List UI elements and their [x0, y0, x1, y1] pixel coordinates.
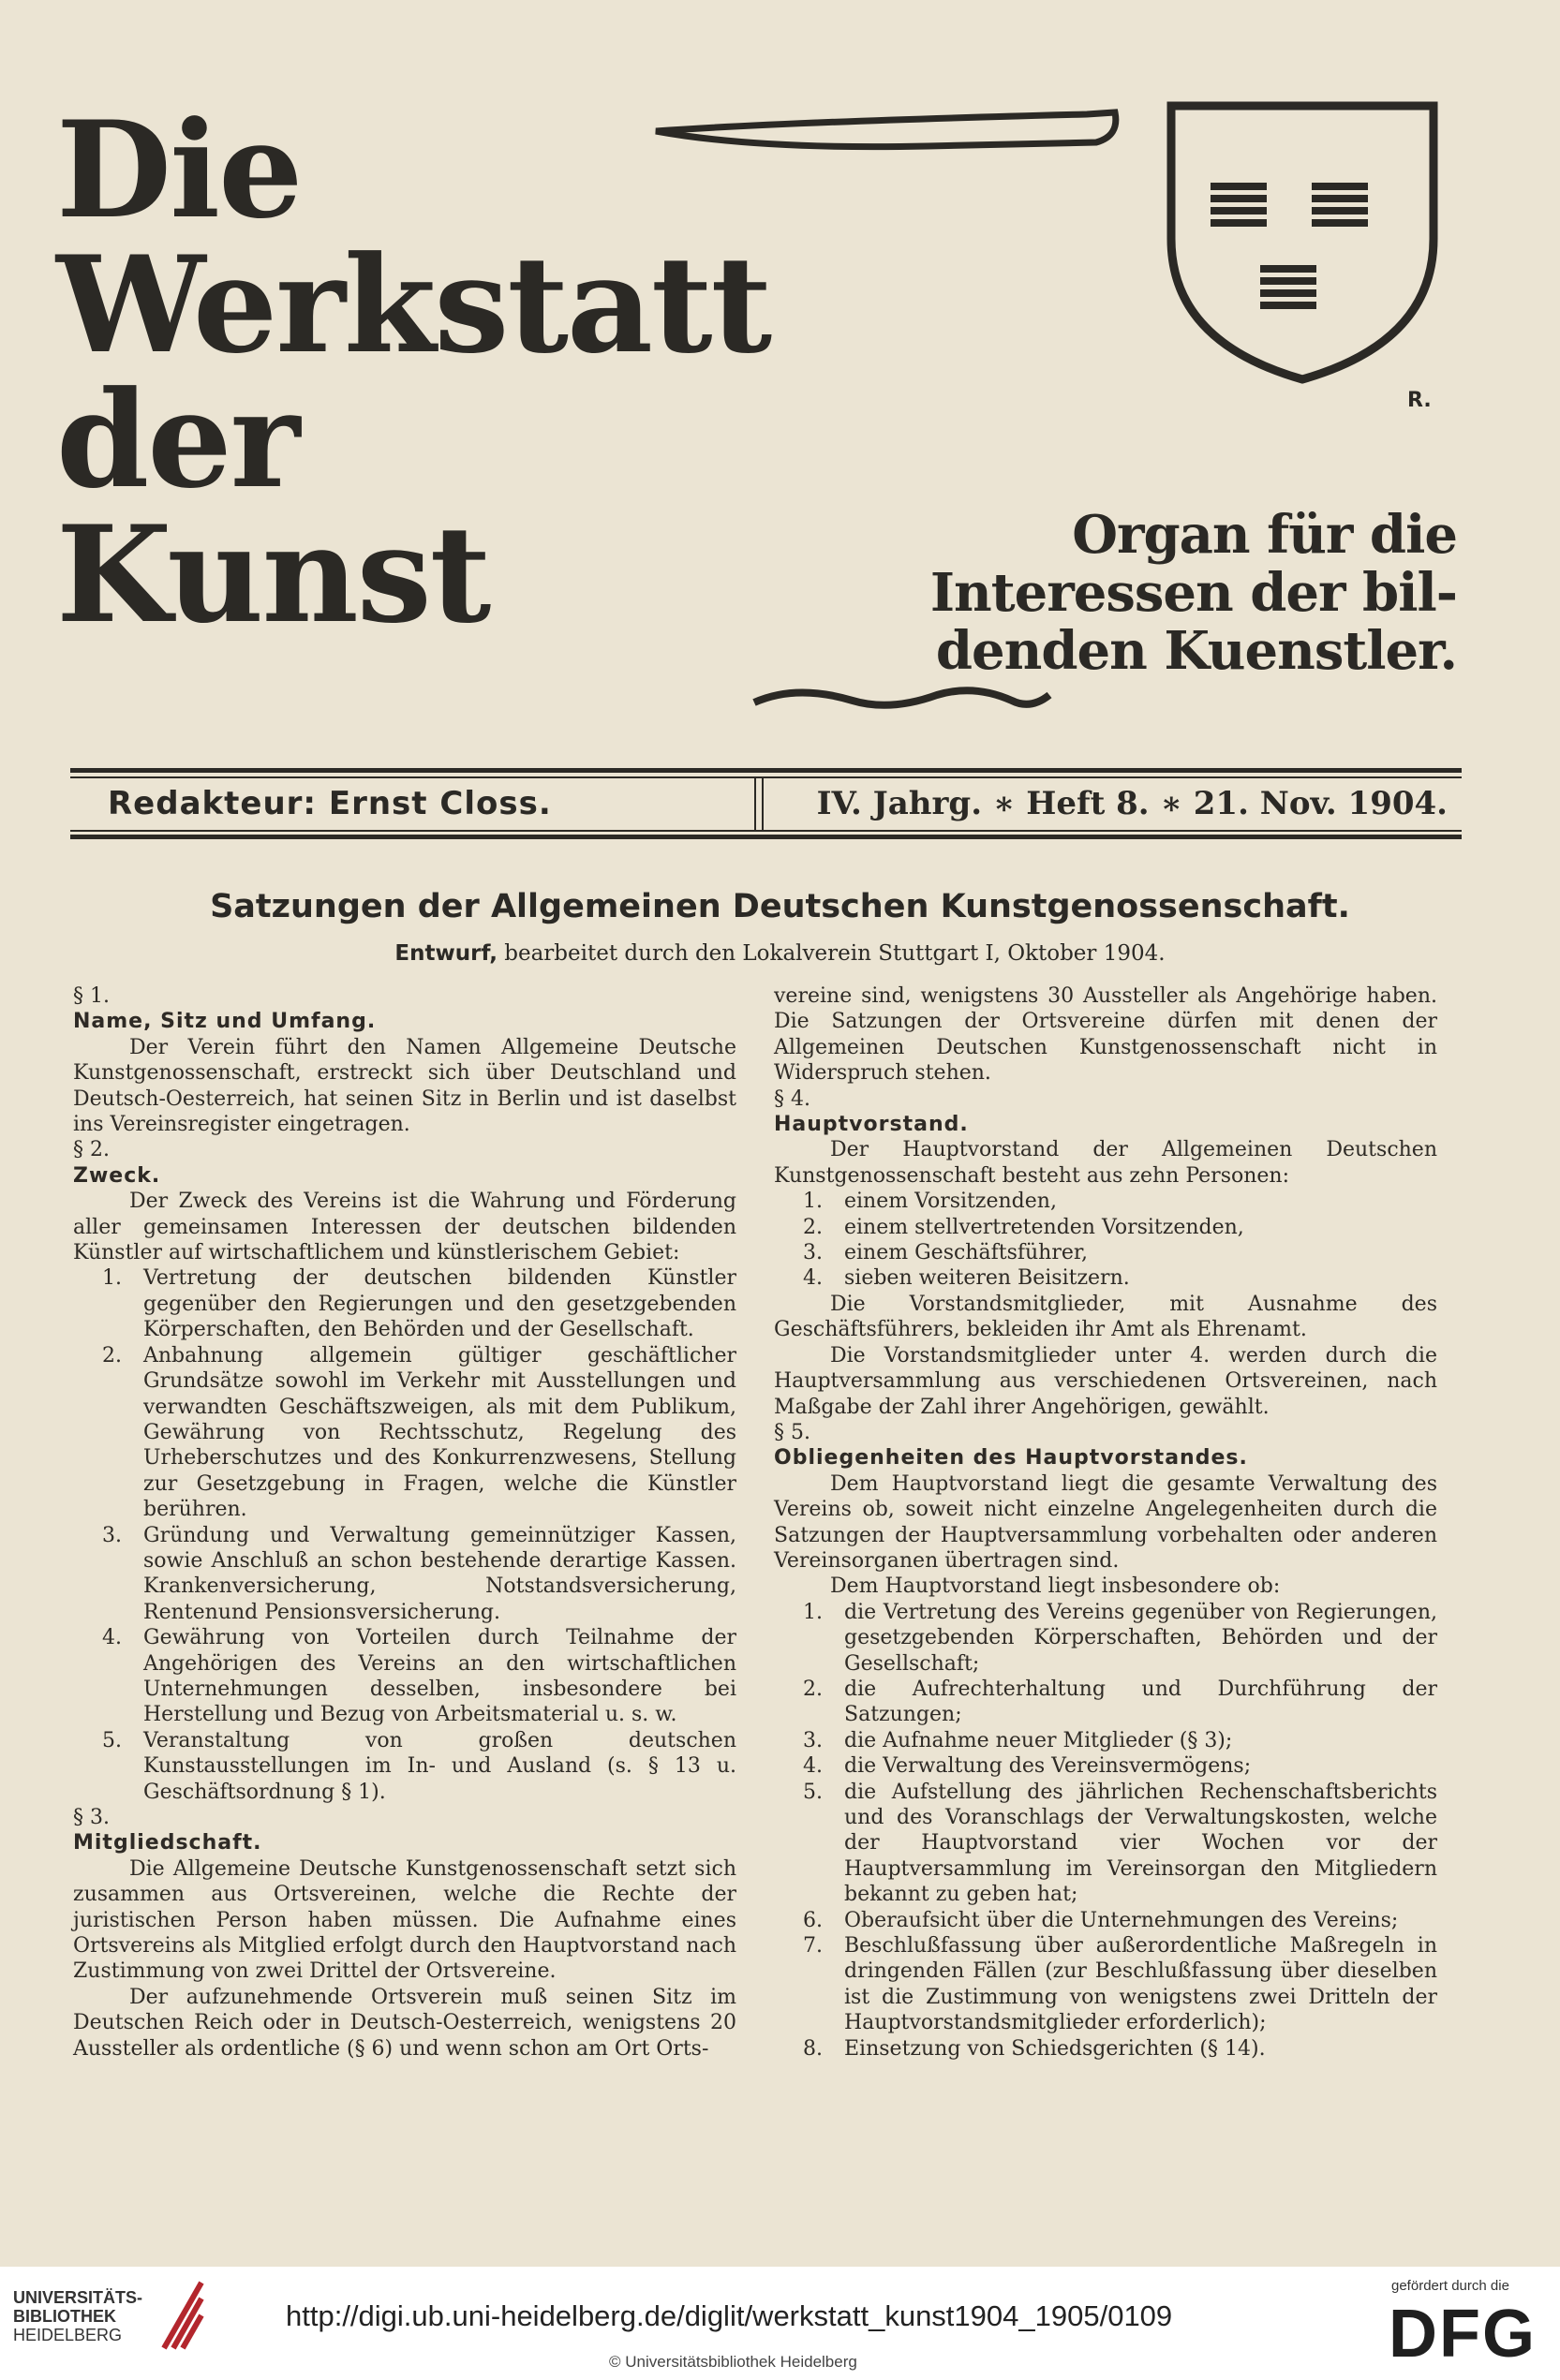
library-name-line: HEIDELBERG: [13, 2326, 123, 2344]
list-item: [774, 1240, 1437, 1265]
list-text: die Aufrechterhaltung und Durchführung der Satzungen;: [844, 1677, 1437, 1727]
list-item: [774, 1780, 1437, 1908]
paragraph: Die Vorstandsmitglieder, mit Ausnahme des Geschäftsführers, bekleiden ihr Amt als Ehrenamt.: [774, 1292, 1437, 1342]
list-item: [774, 1189, 1437, 1214]
list-number: 2.: [803, 1677, 823, 1701]
list-number: 1.: [102, 1266, 122, 1291]
library-logo-icon: [159, 2278, 206, 2353]
list-number: 1.: [803, 1600, 823, 1624]
subtitle-line: Interessen der bil-: [929, 562, 1457, 624]
list-item: [73, 1265, 736, 1342]
dfg-logo[interactable]: [1387, 2297, 1546, 2364]
column-left: [73, 983, 736, 2062]
copyright-notice: © Universitätsbibliothek Heidelberg: [609, 2353, 857, 2371]
dfg-logo-text: DFG: [1389, 2297, 1537, 2364]
paragraph: Die Allgemeine Deutsche Kunstgenossenschaft setzt sich zusammen aus Ortsvereinen, welche die Rechte der juristischen Person haben müssen. Die Aufnahme eines Ortsvereins als Mitglied erfolgt durch den Hauptvorstand nach Zustimmung von zwei Drittel der Ortsvereine.: [73, 1856, 736, 1984]
section-heading: Obliegenheiten des Hauptvorstandes.: [774, 1446, 1248, 1471]
library-name-line: BIBLIOTHEK: [13, 2307, 116, 2326]
list-item: [774, 2036, 1437, 2062]
coat-of-arms-emblem: [1152, 98, 1452, 389]
masthead-flourish-bottom: [750, 674, 1106, 731]
list-number: 4.: [803, 1266, 823, 1291]
list-text: Einsetzung von Schiedsgerichten (§ 14).: [844, 2036, 1266, 2061]
list-item: [774, 1677, 1437, 1728]
list-number: 3.: [102, 1523, 122, 1547]
rule-top-thin: [70, 776, 1462, 778]
paragraph: Der Verein führt den Namen Allgemeine Deutsche Kunstgenossenschaft, erstreckt sich über Deutschland und Deutsch-Oesterreich, hat seinen Sitz in Berlin und ist daselbst ins Vereinsregister eingetragen.: [73, 1035, 736, 1137]
list-text: Gründung und Verwaltung gemeinnütziger Kassen, sowie Anschluß an schon bestehende derartige Kassen. Krankenversicherung, Notstandsversicherung, Rentenund Pensionsversicherung.: [143, 1523, 736, 1624]
list-number: 6.: [803, 1908, 823, 1932]
list-number: 2.: [102, 1343, 122, 1367]
paragraph: Dem Hauptvorstand liegt die gesamte Verwaltung des Vereins ob, soweit nicht einzelne Angelegenheiten durch die Satzungen der Hauptversammlung vorbehalten oder anderen Vereinsorganen übertragen sind.: [774, 1471, 1437, 1573]
section-number: § 1.: [73, 984, 110, 1008]
list-number: 5.: [102, 1728, 122, 1752]
masthead-title-line: der: [56, 362, 299, 518]
library-name-line: UNIVERSITÄTS-: [13, 2288, 143, 2307]
subtitle-line: denden Kuenstler.: [935, 620, 1457, 682]
list-text: Vertretung der deutschen bildenden Künstler gegenüber den Regierungen und den gesetzgebenden Körperschaften, den Behörden und der Gesellschaft.: [143, 1266, 736, 1342]
permalink-url[interactable]: http://digi.ub.uni-heidelberg.de/diglit/werkstatt_kunst1904_1905/0109: [286, 2299, 1173, 2332]
list-number: 1.: [803, 1190, 823, 1214]
list-text: einem Geschäftsführer,: [844, 1241, 1088, 1265]
section-heading: Hauptvorstand.: [774, 1113, 969, 1137]
purpose-list: [73, 1265, 736, 1805]
paragraph: Der Zweck des Vereins ist die Wahrung und Förderung aller gemeinsamen Interessen der deutschen bildenden Künstler auf wirtschaftlichem und künstlerischem Gebiet:: [73, 1190, 736, 1265]
list-text: Gewährung von Vorteilen durch Teilnahme der Angehörigen des Vereins an den wirtschaftlichen Unternehmungen desselben, insbesondere bei Herstellung und Bezug von Arbeitsmaterial u. s. w.: [143, 1626, 736, 1727]
section-number: § 4.: [774, 1087, 810, 1111]
paragraph: Der aufzunehmende Ortsverein muß seinen Sitz im Deutschen Reich oder in Deutsch-Oesterreich, wenigstens 20 Aussteller als ordentliche (§ 6) und wenn schon am Ort Orts-: [73, 1985, 736, 2061]
list-item: [774, 1600, 1437, 1677]
list-text: Beschlußfassung über außerordentliche Maßregeln in dringenden Fällen (zur Beschlußfassung über dieselben ist die Zustimmung von wenigstens zwei Dritteln der Hauptvorstandsmitglieder erforderlich);: [844, 1934, 1437, 2035]
list-text: Anbahnung allgemein gültiger geschäftlicher Grundsätze sowohl im Verkehr mit Ausstellungen und verwandten Geschäftszweigen, als mit dem Publikum, Gewährung von Rechtsschutz, Regelung des Urheberschutzes und des Konkurrenzwesens, Stellung zur Gesetzgebung in Fragen, welche die Künstler berühren.: [143, 1343, 736, 1522]
list-number: 3.: [803, 1241, 823, 1265]
issue-info: IV. Jahrg. ∗ Heft 8. ∗ 21. Nov. 1904.: [816, 785, 1448, 822]
masthead-flourish-top: [646, 94, 1124, 159]
list-item: [73, 1728, 736, 1805]
list-item: [774, 1728, 1437, 1753]
list-text: einem Vorsitzenden,: [844, 1190, 1057, 1214]
section-heading: Zweck.: [73, 1163, 161, 1188]
paragraph: vereine sind, wenigstens 30 Aussteller als Angehörige haben. Die Satzungen der Ortsvereine dürfen mit denen der Allgemeinen Deutschen Kunstgenossenschaft nicht in Widerspruch stehen.: [774, 984, 1437, 1086]
list-item: [73, 1625, 736, 1728]
list-item: [774, 1265, 1437, 1291]
list-text: die Aufstellung des jährlichen Rechenschaftsberichts und des Voranschlags der Verwaltungskosten, welche der Hauptvorstand vier Wochen vor der Hauptversammlung im Vereinsorgan den Mitgliedern bekannt zu geben hat;: [844, 1780, 1437, 1907]
list-number: 5.: [803, 1780, 823, 1804]
list-number: 2.: [803, 1215, 823, 1239]
list-number: 4.: [102, 1626, 122, 1650]
section-number: § 3.: [73, 1806, 110, 1829]
list-number: 8.: [803, 2036, 823, 2061]
list-text: Veranstaltung von großen deutschen Kunstausstellungen im In- und Ausland (s. § 13 u. Geschäftsordnung § 1).: [143, 1728, 736, 1804]
subtitle-line: Organ für die: [1072, 504, 1457, 566]
artist-signature: R.: [1407, 389, 1432, 412]
list-text: Oberaufsicht über die Unternehmungen des Vereins;: [844, 1908, 1399, 1932]
rule-top: [70, 768, 1462, 773]
library-logo-text[interactable]: [13, 2288, 142, 2344]
subtitle-emphasis: Entwurf,: [394, 941, 498, 966]
list-item: [774, 1908, 1437, 1933]
masthead-title-line: Werkstatt: [56, 228, 771, 383]
list-item: [774, 1933, 1437, 2036]
masthead-title: [56, 93, 881, 653]
list-number: 4.: [803, 1754, 823, 1779]
rule-bottom-thin: [70, 830, 1462, 832]
section-number: § 2.: [73, 1138, 110, 1162]
paragraph: Die Vorstandsmitglieder unter 4. werden durch die Hauptversammlung aus verschiedenen Ortsvereinen, nach Maßgabe der Zahl ihrer Angehörigen, gewählt.: [774, 1343, 1437, 1419]
list-number: 3.: [803, 1728, 823, 1752]
duties-list: [774, 1600, 1437, 2062]
list-text: sieben weiteren Beisitzern.: [844, 1266, 1130, 1291]
board-list: [774, 1189, 1437, 1292]
list-item: [774, 1753, 1437, 1779]
masthead-title-line: Die: [56, 93, 302, 248]
list-item: [73, 1343, 736, 1523]
subtitle-text: bearbeitet durch den Lokalverein Stuttgart I, Oktober 1904.: [497, 941, 1166, 966]
section-heading: Mitgliedschaft.: [73, 1831, 262, 1855]
masthead-title-line: Kunst: [56, 497, 490, 653]
list-text: einem stellvertretenden Vorsitzenden,: [844, 1215, 1244, 1239]
list-text: die Verwaltung des Vereinsvermögens;: [844, 1754, 1252, 1779]
bar-divider: [754, 777, 764, 830]
list-item: [73, 1523, 736, 1626]
article-subtitle: [0, 941, 1560, 966]
paragraph: Dem Hauptvorstand liegt insbesondere ob:: [830, 1574, 1281, 1599]
section-number: § 5.: [774, 1420, 810, 1444]
section-heading: Name, Sitz und Umfang.: [73, 1010, 377, 1034]
article-title: Satzungen der Allgemeinen Deutschen Kunstgenossenschaft.: [210, 888, 1350, 925]
paragraph: Der Hauptvorstand der Allgemeinen Deutschen Kunstgenossenschaft besteht aus zehn Personen:: [774, 1138, 1437, 1188]
list-item: [774, 1215, 1437, 1240]
list-text: die Aufnahme neuer Mitglieder (§ 3);: [844, 1728, 1233, 1752]
rule-bottom: [70, 835, 1462, 839]
list-number: 7.: [803, 1934, 823, 1959]
column-right: [774, 983, 1437, 2062]
masthead-subtitle: [834, 506, 1457, 680]
funding-caption: gefördert durch die: [1391, 2278, 1509, 2294]
editor-credit: Redakteur: Ernst Closs.: [108, 785, 552, 822]
list-text: die Vertretung des Vereins gegenüber von Regierungen, gesetzgebenden Körperschaften, Behörden und der Gesellschaft;: [844, 1600, 1437, 1676]
